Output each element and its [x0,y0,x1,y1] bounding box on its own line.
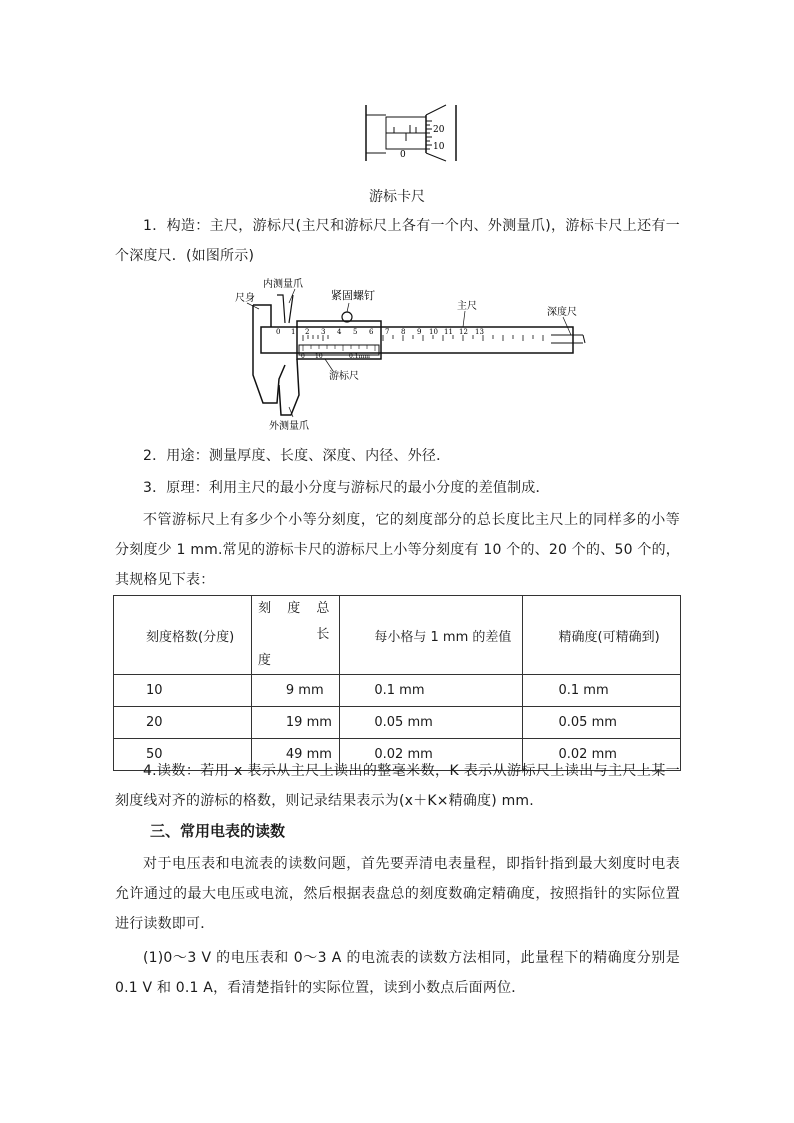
micrometer-figure [360,103,460,165]
paragraph-structure: 1．构造：主尺，游标尺(主尺和游标尺上各有一个内、外测量爪)，游标卡尺上还有一个深度尺．(如图所示) [115,218,680,264]
vernier-tick-0: 0 [301,353,305,360]
main-scale-tick-11: 11 [444,328,453,336]
paragraph-meter-reading: 对于电压表和电流表的读数问题，首先要弄清电表量程，即指针指到最大刻度时电表允许通过的最大电压或电流，然后根据表盘总的刻度数确定精确度，按照指针的实际位置进行读数即可． [115,856,680,932]
header-precision: 精确度(可精确到) [522,596,681,675]
cell-difference: 0.02 mm [340,739,522,771]
cell-precision: 0.1 mm [522,675,681,707]
label-screw: 紧固螺钉 [331,289,375,302]
section-heading: 三、常用电表的读数 [150,822,286,840]
specification-table [113,595,681,771]
paragraph-principle: 3．原理：利用主尺的最小分度与游标尺的最小分度的差值制成． [143,480,550,496]
main-scale-tick-12: 12 [459,328,468,336]
paragraph-meter-range: (1)0～3 V 的电压表和 0～3 A 的电流表的读数方法相同，此量程下的精确度分别是 0.1 V 和 0.1 A，看清楚指针的实际位置，读到小数点后面两位． [115,950,680,996]
main-scale-tick-7: 7 [385,328,390,336]
label-inner-jaw: 内测量爪 [263,279,303,290]
main-scale-tick-9: 9 [417,328,422,336]
cell-length: 49 mm [251,739,339,771]
label-vernier: 游标尺 [329,371,359,382]
main-scale-tick-2: 2 [305,328,310,336]
table-row [114,707,681,739]
paragraph-explanation: 不管游标尺上有多少个小等分刻度，它的刻度部分的总长度比主尺上的同样多的小等分刻度少 1 mm.常见的游标卡尺的游标尺上小等分刻度有 10 个的、20 个的、50 个的，其规格见下表： [115,512,680,588]
main-scale-tick-10: 10 [429,328,438,336]
micrometer-label-20: 20 [433,125,445,135]
header-divisions: 刻度格数(分度) [114,596,252,675]
micrometer-label-0: 0 [400,150,406,160]
header-total-length-line2: 度 [257,653,271,668]
main-scale-tick-6: 6 [369,328,374,336]
table-row [114,675,681,707]
header-total-length-line1: 刻 度 总 长 [258,601,336,642]
paragraph-usage: 2．用途：测量厚度、长度、深度、内径、外径． [143,448,451,464]
main-scale-tick-1: 1 [291,328,296,336]
main-scale-tick-8: 8 [401,328,406,336]
figure-caption: 游标卡尺 [369,189,425,205]
label-body: 尺身 [235,293,255,304]
vernier-tick-10: 10 [315,353,323,360]
cell-length: 9 mm [251,675,339,707]
cell-precision: 0.05 mm [522,707,681,739]
micrometer-label-10: 10 [433,142,445,152]
main-scale-tick-13: 13 [475,328,484,336]
paragraph-reading: 4.读数：若用 x 表示从主尺上读出的整毫米数，K 表示从游标尺上读出与主尺上某一刻度线对齐的游标的格数，则记录结果表示为(x＋K×精确度) mm. [115,763,680,809]
label-depth-rod: 深度尺 [547,307,577,318]
cell-difference: 0.1 mm [340,675,522,707]
main-scale-tick-4: 4 [337,328,342,336]
header-difference: 每小格与 1 mm 的差值 [340,596,522,675]
table-header-row [114,596,681,675]
vernier-unit: 0.1mm [349,353,370,360]
cell-difference: 0.05 mm [340,707,522,739]
main-scale-tick-3: 3 [321,328,326,336]
cell-length: 19 mm [251,707,339,739]
label-main-scale: 主尺 [457,301,477,312]
vernier-caliper-figure [233,275,593,433]
main-scale-tick-0: 0 [276,328,281,336]
cell-divisions: 50 [114,739,252,771]
header-total-length [251,596,339,675]
cell-divisions: 20 [114,707,252,739]
cell-precision: 0.02 mm [522,739,681,771]
cell-divisions: 10 [114,675,252,707]
label-outer-jaw: 外测量爪 [269,421,309,432]
main-scale-tick-5: 5 [353,328,358,336]
